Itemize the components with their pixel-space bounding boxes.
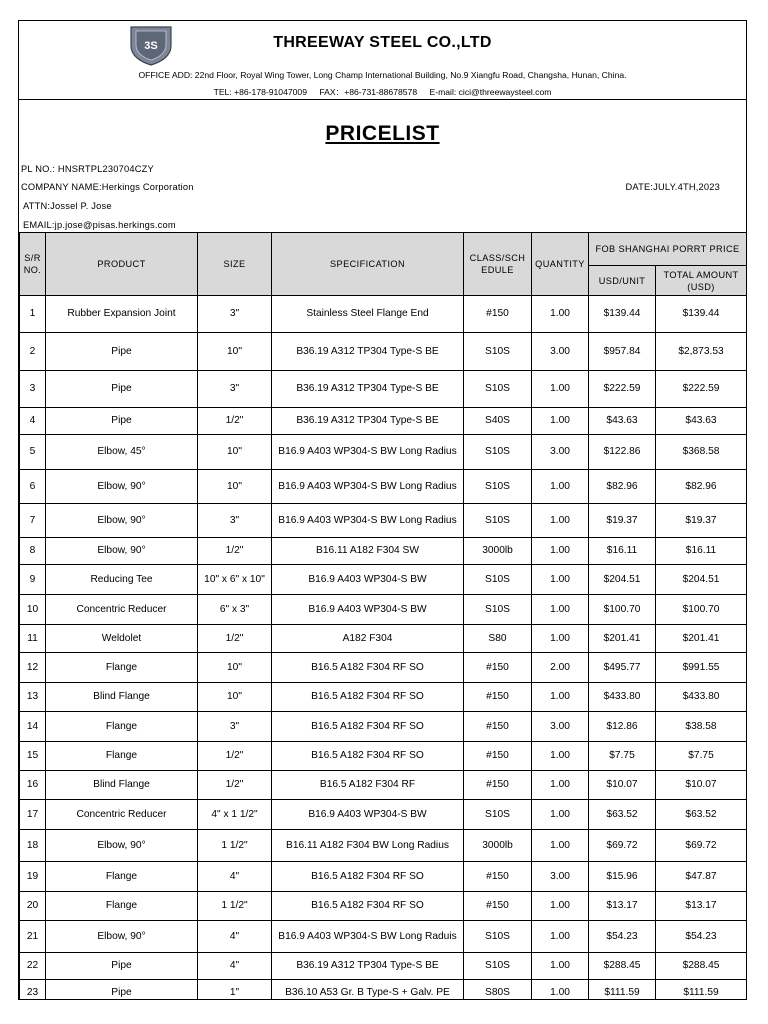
cell-size: 4" x 1 1/2" [198, 800, 272, 830]
cell-unit: $111.59 [589, 980, 656, 1001]
pricelist-sheet [18, 20, 747, 1000]
cell-product: Elbow, 45° [46, 435, 198, 470]
company-name: THREEWAY STEEL CO.,LTD [273, 34, 492, 51]
cell-class: S10S [464, 371, 532, 408]
cell-qty: 1.00 [532, 830, 589, 862]
cell-unit: $201.41 [589, 625, 656, 653]
cell-class: S10S [464, 953, 532, 980]
table-row [20, 921, 747, 953]
cell-class: S10S [464, 800, 532, 830]
cell-qty: 3.00 [532, 862, 589, 892]
header-total-amount: TOTAL AMOUNT (USD) [656, 266, 747, 296]
cell-spec: B16.9 A403 WP304-S BW Long Raduis [272, 921, 464, 953]
cell-spec: B36.10 A53 Gr. B Type-S + Galv. PE [272, 980, 464, 1001]
header-sr: S/R NO. [20, 233, 46, 296]
cell-qty: 1.00 [532, 408, 589, 435]
cell-qty: 1.00 [532, 296, 589, 333]
cell-size: 3" [198, 296, 272, 333]
cell-unit: $13.17 [589, 892, 656, 921]
cell-total: $82.96 [656, 470, 747, 504]
cell-sr: 1 [20, 296, 46, 333]
cell-sr: 14 [20, 712, 46, 742]
company-fax: FAX：+86-731-88678578 [319, 87, 418, 97]
table-row [20, 953, 747, 980]
cell-spec: B16.5 A182 F304 RF SO [272, 892, 464, 921]
company-email: E-mail: cici@threewaysteel.com [429, 87, 552, 97]
cell-spec: B36.19 A312 TP304 Type-S BE [272, 333, 464, 371]
cell-spec: B36.19 A312 TP304 Type-S BE [272, 371, 464, 408]
cell-product: Elbow, 90° [46, 470, 198, 504]
cell-sr: 11 [20, 625, 46, 653]
cell-qty: 3.00 [532, 712, 589, 742]
cell-size: 1" [198, 980, 272, 1001]
cell-sr: 9 [20, 565, 46, 595]
cell-product: Flange [46, 653, 198, 683]
cell-class: S10S [464, 504, 532, 538]
cell-unit: $495.77 [589, 653, 656, 683]
cell-total: $38.58 [656, 712, 747, 742]
cell-unit: $433.80 [589, 683, 656, 712]
cell-total: $288.45 [656, 953, 747, 980]
cell-class: 3000lb [464, 538, 532, 565]
cell-size: 1/2" [198, 408, 272, 435]
cell-product: Blind Flange [46, 683, 198, 712]
cell-class: #150 [464, 296, 532, 333]
cell-spec: B16.5 A182 F304 RF SO [272, 653, 464, 683]
cell-total: $368.58 [656, 435, 747, 470]
cell-size: 1/2" [198, 742, 272, 771]
cell-size: 4" [198, 862, 272, 892]
cell-total: $204.51 [656, 565, 747, 595]
cell-unit: $7.75 [589, 742, 656, 771]
cell-class: #150 [464, 892, 532, 921]
pl-number: PL NO.: HNSRTPL230704CZY [21, 164, 154, 174]
cell-product: Elbow, 90° [46, 504, 198, 538]
cell-total: $100.70 [656, 595, 747, 625]
cell-product: Elbow, 90° [46, 830, 198, 862]
cell-qty: 1.00 [532, 953, 589, 980]
cell-class: S80 [464, 625, 532, 653]
cell-unit: $16.11 [589, 538, 656, 565]
cell-sr: 19 [20, 862, 46, 892]
cell-qty: 1.00 [532, 625, 589, 653]
cell-total: $7.75 [656, 742, 747, 771]
cell-sr: 21 [20, 921, 46, 953]
company-contact [19, 86, 746, 98]
cell-qty: 1.00 [532, 742, 589, 771]
cell-size: 10" [198, 470, 272, 504]
cell-qty: 1.00 [532, 538, 589, 565]
cell-total: $991.55 [656, 653, 747, 683]
cell-product: Pipe [46, 408, 198, 435]
cell-qty: 1.00 [532, 892, 589, 921]
cell-total: $13.17 [656, 892, 747, 921]
cell-product: Pipe [46, 980, 198, 1001]
cell-product: Pipe [46, 953, 198, 980]
cell-product: Flange [46, 862, 198, 892]
cell-product: Elbow, 90° [46, 921, 198, 953]
header-product: PRODUCT [46, 233, 198, 296]
cell-spec: B16.5 A182 F304 RF SO [272, 683, 464, 712]
cell-spec: A182 F304 [272, 625, 464, 653]
cell-size: 3" [198, 712, 272, 742]
cell-size: 10" [198, 333, 272, 371]
cell-qty: 3.00 [532, 435, 589, 470]
cell-unit: $139.44 [589, 296, 656, 333]
cell-product: Flange [46, 892, 198, 921]
cell-size: 1/2" [198, 538, 272, 565]
cell-total: $16.11 [656, 538, 747, 565]
cell-class: #150 [464, 683, 532, 712]
cell-class: S10S [464, 595, 532, 625]
cell-qty: 1.00 [532, 565, 589, 595]
cell-spec: Stainless Steel Flange End [272, 296, 464, 333]
cell-qty: 1.00 [532, 771, 589, 800]
table-row [20, 595, 747, 625]
cell-total: $201.41 [656, 625, 747, 653]
document-date: DATE:JULY.4TH,2023 [625, 182, 720, 192]
cell-class: #150 [464, 771, 532, 800]
cell-sr: 2 [20, 333, 46, 371]
cell-class: 3000lb [464, 830, 532, 862]
cell-size: 1/2" [198, 771, 272, 800]
cell-spec: B16.5 A182 F304 RF SO [272, 712, 464, 742]
cell-product: Reducing Tee [46, 565, 198, 595]
table-row [20, 296, 747, 333]
header-class-schedule: CLASS/SCH EDULE [464, 233, 532, 296]
cell-product: Flange [46, 742, 198, 771]
cell-size: 3" [198, 504, 272, 538]
cell-product: Blind Flange [46, 771, 198, 800]
cell-size: 1 1/2" [198, 830, 272, 862]
table-row [20, 653, 747, 683]
cell-spec: B16.9 A403 WP304-S BW Long Radius [272, 470, 464, 504]
letterhead [19, 21, 746, 100]
cell-sr: 20 [20, 892, 46, 921]
table-row [20, 470, 747, 504]
table-row [20, 683, 747, 712]
cell-unit: $100.70 [589, 595, 656, 625]
cell-sr: 8 [20, 538, 46, 565]
header-quantity: QUANTITY [532, 233, 589, 296]
cell-spec: B16.9 A403 WP304-S BW [272, 595, 464, 625]
cell-total: $43.63 [656, 408, 747, 435]
header-fob-price: FOB SHANGHAI PORRT PRICE [589, 233, 747, 266]
cell-product: Pipe [46, 371, 198, 408]
cell-sr: 23 [20, 980, 46, 1001]
cell-spec: B16.9 A403 WP304-S BW [272, 800, 464, 830]
cell-spec: B36.19 A312 TP304 Type-S BE [272, 953, 464, 980]
cell-qty: 1.00 [532, 470, 589, 504]
cell-product: Flange [46, 712, 198, 742]
company-tel: TEL: +86-178-91047009 [213, 87, 307, 97]
cell-sr: 13 [20, 683, 46, 712]
cell-size: 10" [198, 435, 272, 470]
cell-size: 1/2" [198, 625, 272, 653]
cell-product: Concentric Reducer [46, 595, 198, 625]
cell-size: 10" [198, 683, 272, 712]
cell-unit: $10.07 [589, 771, 656, 800]
cell-total: $139.44 [656, 296, 747, 333]
cell-unit: $204.51 [589, 565, 656, 595]
table-row [20, 830, 747, 862]
cell-unit: $82.96 [589, 470, 656, 504]
attention: ATTN:Jossel P. Jose [23, 201, 112, 211]
cell-product: Weldolet [46, 625, 198, 653]
cell-sr: 15 [20, 742, 46, 771]
cell-total: $10.07 [656, 771, 747, 800]
cell-qty: 1.00 [532, 371, 589, 408]
header-specification: SPECIFICATION [272, 233, 464, 296]
cell-unit: $54.23 [589, 921, 656, 953]
cell-total: $111.59 [656, 980, 747, 1001]
cell-unit: $957.84 [589, 333, 656, 371]
cell-size: 4" [198, 921, 272, 953]
cell-sr: 6 [20, 470, 46, 504]
cell-size: 4" [198, 953, 272, 980]
cell-product: Pipe [46, 333, 198, 371]
document-title: PRICELIST [325, 122, 440, 145]
cell-class: S10S [464, 435, 532, 470]
cell-class: S40S [464, 408, 532, 435]
customer-email: EMAIL:jp.jose@pisas.herkings.com [23, 220, 176, 230]
table-row [20, 371, 747, 408]
cell-total: $2,873.53 [656, 333, 747, 371]
cell-sr: 22 [20, 953, 46, 980]
cell-class: S80S [464, 980, 532, 1001]
cell-unit: $43.63 [589, 408, 656, 435]
cell-sr: 16 [20, 771, 46, 800]
cell-unit: $15.96 [589, 862, 656, 892]
cell-qty: 1.00 [532, 800, 589, 830]
cell-spec: B16.9 A403 WP304-S BW Long Radius [272, 435, 464, 470]
price-table-body [20, 296, 747, 1001]
cell-sr: 17 [20, 800, 46, 830]
table-row [20, 980, 747, 1001]
cell-class: #150 [464, 742, 532, 771]
customer-company: COMPANY NAME:Herkings Corporation [21, 182, 194, 192]
table-row [20, 435, 747, 470]
cell-sr: 7 [20, 504, 46, 538]
cell-unit: $69.72 [589, 830, 656, 862]
cell-spec: B16.5 A182 F304 RF [272, 771, 464, 800]
cell-unit: $222.59 [589, 371, 656, 408]
cell-sr: 4 [20, 408, 46, 435]
cell-class: S10S [464, 921, 532, 953]
table-row [20, 771, 747, 800]
cell-class: S10S [464, 333, 532, 371]
price-table [19, 232, 747, 1000]
logo-lettering: 3S [144, 40, 158, 52]
table-row [20, 862, 747, 892]
cell-spec: B16.9 A403 WP304-S BW [272, 565, 464, 595]
table-row [20, 504, 747, 538]
cell-unit: $288.45 [589, 953, 656, 980]
header-size: SIZE [198, 233, 272, 296]
table-row [20, 565, 747, 595]
table-row [20, 333, 747, 371]
cell-class: #150 [464, 653, 532, 683]
cell-qty: 2.00 [532, 653, 589, 683]
cell-spec: B16.11 A182 F304 BW Long Radius [272, 830, 464, 862]
cell-sr: 5 [20, 435, 46, 470]
cell-size: 3" [198, 371, 272, 408]
company-address: OFFICE ADD: 22nd Floor, Royal Wing Tower, Long Champ International Building, No.9 Xiangfu Road, Changsha, Hunan, China. [138, 70, 627, 80]
cell-qty: 1.00 [532, 921, 589, 953]
cell-class: #150 [464, 862, 532, 892]
cell-unit: $12.86 [589, 712, 656, 742]
table-row [20, 892, 747, 921]
cell-class: #150 [464, 712, 532, 742]
cell-size: 10" x 6" x 10" [198, 565, 272, 595]
cell-spec: B16.5 A182 F304 RF SO [272, 862, 464, 892]
cell-spec: B36.19 A312 TP304 Type-S BE [272, 408, 464, 435]
cell-total: $63.52 [656, 800, 747, 830]
cell-class: S10S [464, 565, 532, 595]
cell-total: $47.87 [656, 862, 747, 892]
table-row [20, 625, 747, 653]
cell-sr: 3 [20, 371, 46, 408]
table-row [20, 408, 747, 435]
cell-spec: B16.11 A182 F304 SW [272, 538, 464, 565]
cell-total: $19.37 [656, 504, 747, 538]
cell-unit: $19.37 [589, 504, 656, 538]
cell-size: 10" [198, 653, 272, 683]
cell-size: 1 1/2" [198, 892, 272, 921]
cell-spec: B16.9 A403 WP304-S BW Long Radius [272, 504, 464, 538]
cell-size: 6" x 3" [198, 595, 272, 625]
cell-total: $222.59 [656, 371, 747, 408]
cell-qty: 3.00 [532, 333, 589, 371]
cell-total: $54.23 [656, 921, 747, 953]
cell-qty: 1.00 [532, 980, 589, 1001]
cell-unit: $63.52 [589, 800, 656, 830]
cell-qty: 1.00 [532, 595, 589, 625]
table-row [20, 742, 747, 771]
table-row [20, 800, 747, 830]
cell-total: $433.80 [656, 683, 747, 712]
cell-product: Concentric Reducer [46, 800, 198, 830]
cell-product: Rubber Expansion Joint [46, 296, 198, 333]
cell-sr: 10 [20, 595, 46, 625]
cell-product: Elbow, 90° [46, 538, 198, 565]
cell-class: S10S [464, 470, 532, 504]
cell-spec: B16.5 A182 F304 RF SO [272, 742, 464, 771]
cell-sr: 12 [20, 653, 46, 683]
table-row [20, 712, 747, 742]
cell-qty: 1.00 [532, 504, 589, 538]
table-row [20, 538, 747, 565]
cell-qty: 1.00 [532, 683, 589, 712]
cell-total: $69.72 [656, 830, 747, 862]
cell-sr: 18 [20, 830, 46, 862]
cell-unit: $122.86 [589, 435, 656, 470]
header-unit-price: USD/UNIT [589, 266, 656, 296]
